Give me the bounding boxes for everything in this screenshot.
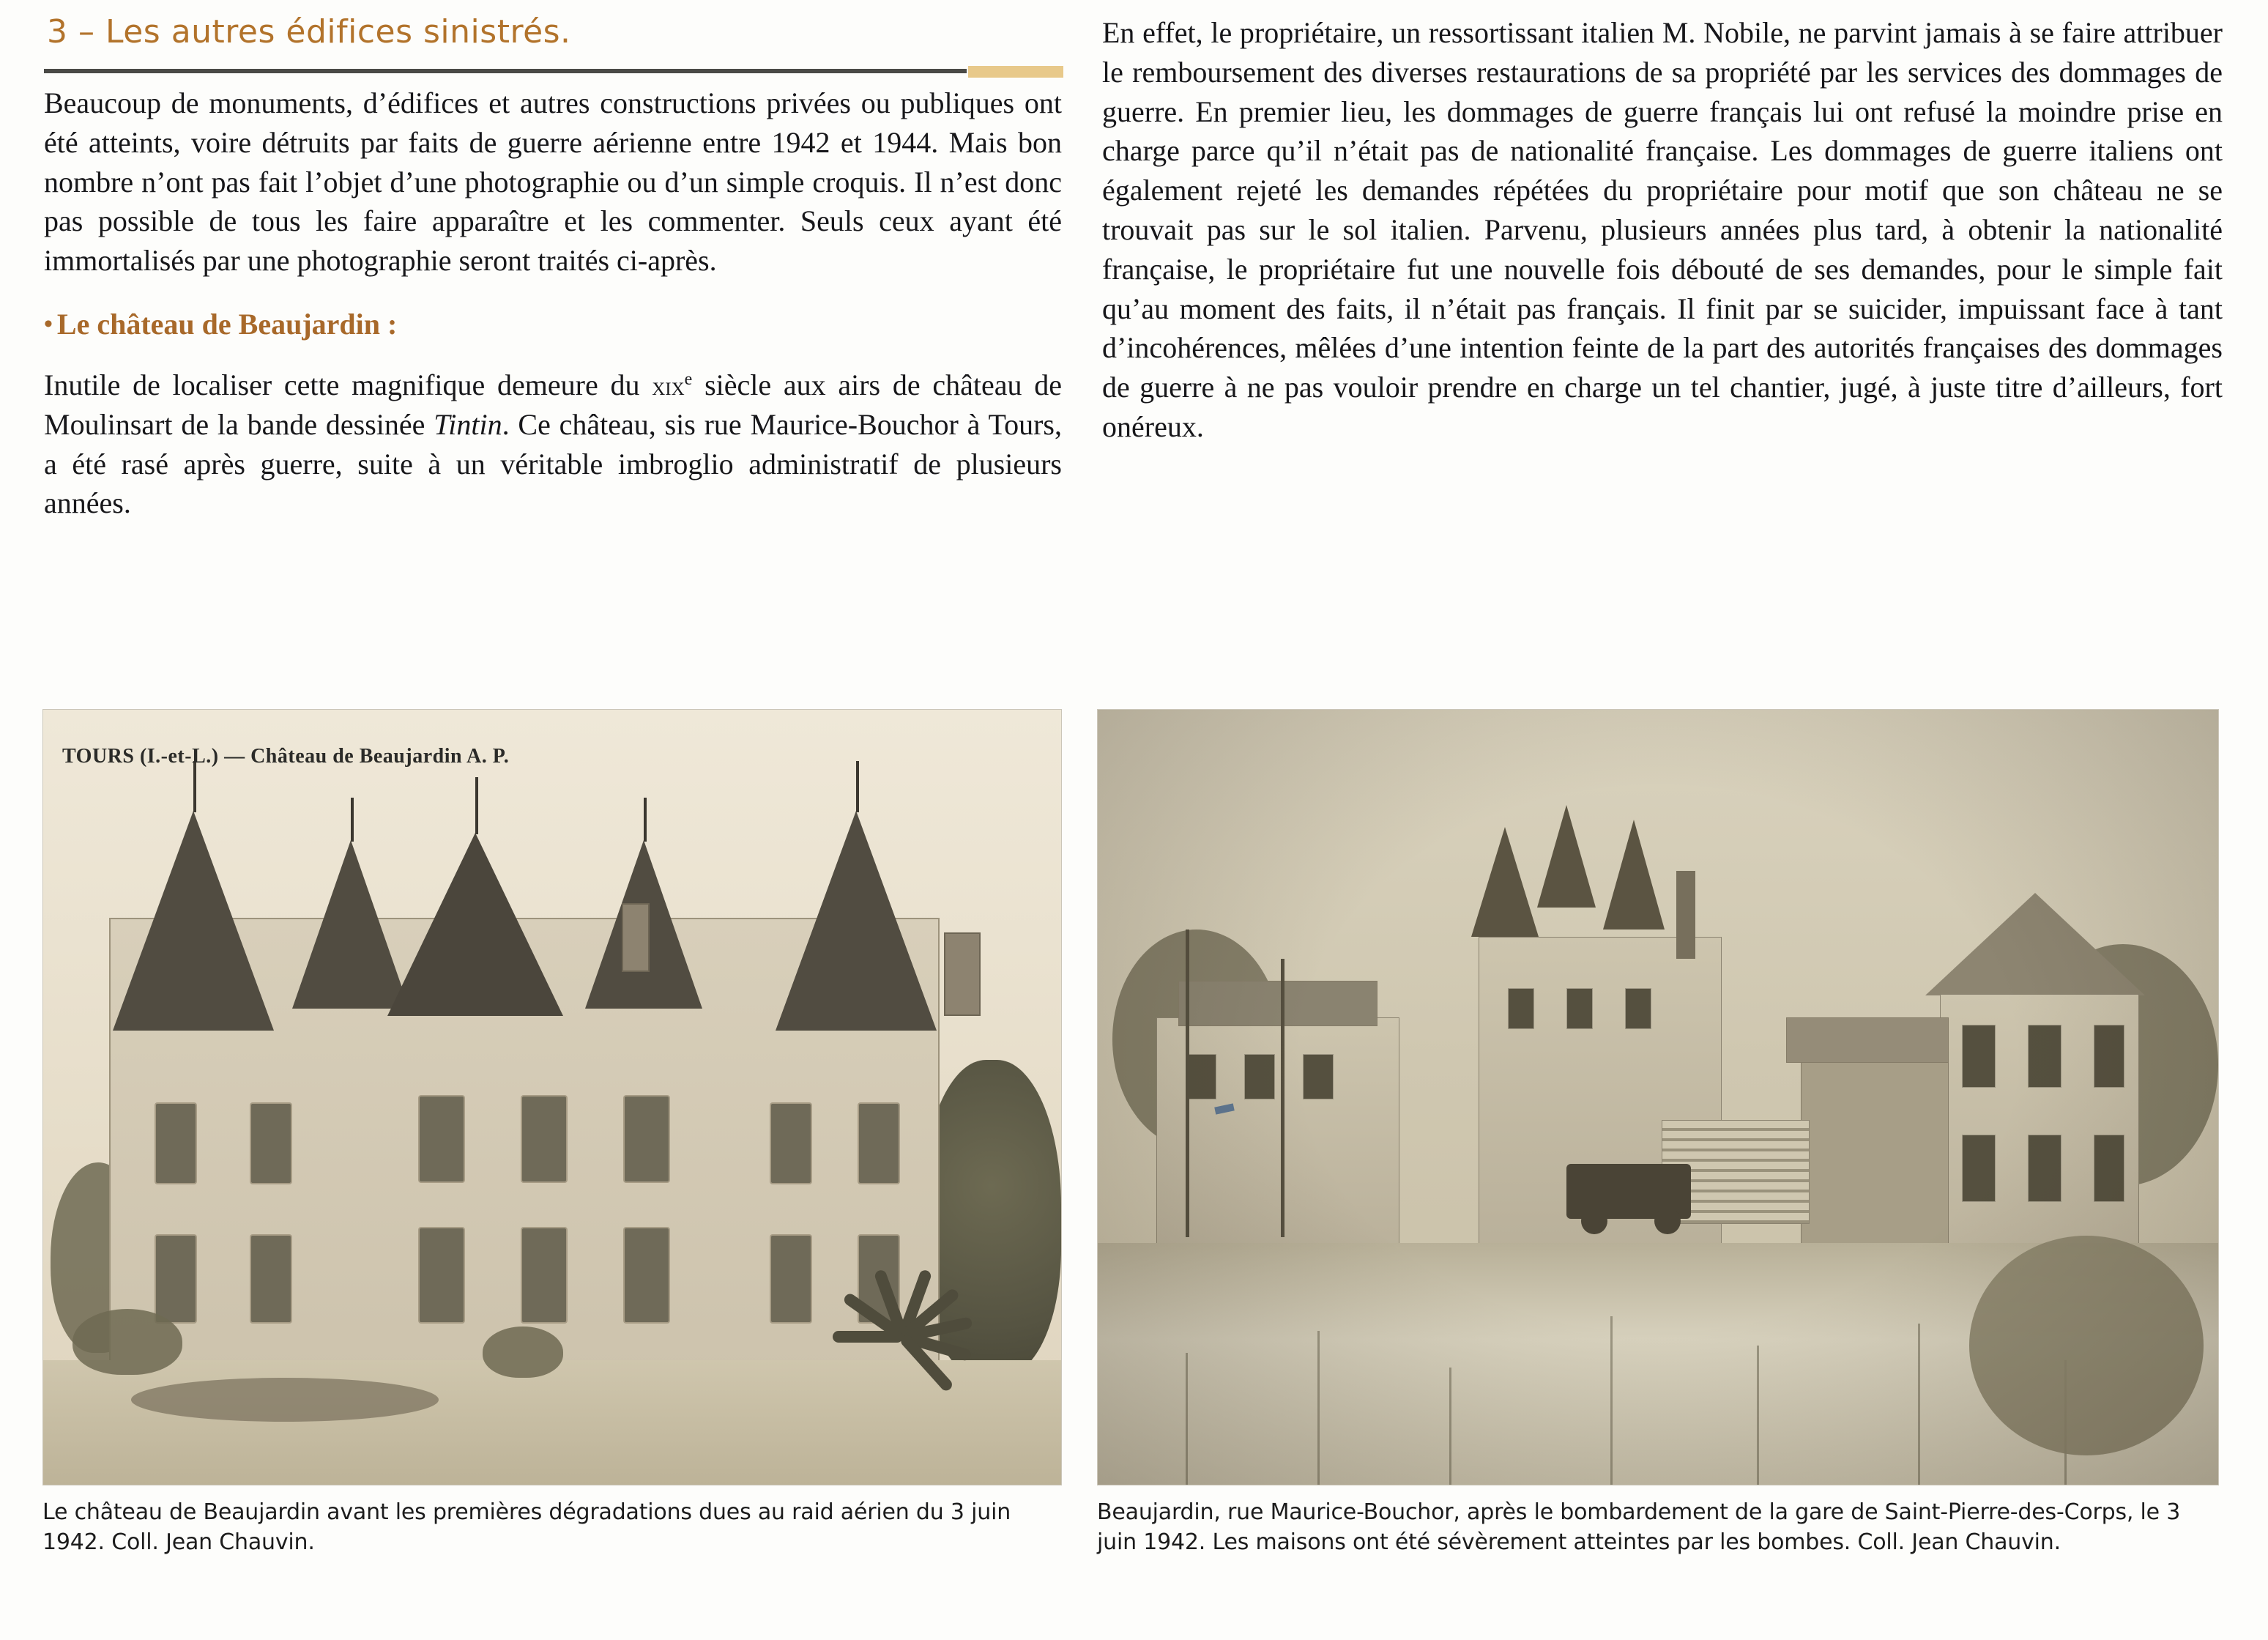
spire <box>351 798 354 842</box>
window <box>155 1234 197 1324</box>
figure-right-caption: Beaujardin, rue Maurice-Bouchor, après le bombardement de la gare de Saint-Pierre-des-Corps, le 3 juin 1942. Les maisons ont été sévèrement atteintes par les bombes. Coll. Jean Chauvin. <box>1097 1499 2181 1556</box>
subheading-label: Le château de Beaujardin : <box>56 307 398 341</box>
heading-rule <box>44 69 967 73</box>
window <box>418 1227 465 1324</box>
postcard-caption-text: TOURS (I.-et-L.) — Château de Beaujardin A. P. <box>62 745 510 768</box>
subheading-chateau-beaujardin <box>44 305 1062 344</box>
lawn-shadow <box>131 1378 439 1422</box>
left-paragraph-1: Beaucoup de monuments, d’édifices et autres constructions privées ou publiques ont été atteints, voire détruits par faits de guerre aérienne entre 1942 et 1944. Mais bon nombre n’ont pas fait l’objet d’une photographie ou d’un simple croquis. Il n’est donc pas possible de tous les faire apparaître et les commenter. Seuls ceux ayant été immortalisés par une photographie seront traités ci-après. <box>44 86 1062 278</box>
spire <box>644 798 647 842</box>
palm-tree <box>841 1287 973 1397</box>
century-superscript: e <box>684 369 693 389</box>
window <box>521 1095 568 1183</box>
tower-roof-right <box>776 811 937 1031</box>
window <box>418 1095 465 1183</box>
spire <box>856 761 859 812</box>
spire <box>193 761 196 812</box>
left-paragraph-2-part1: Inutile de localiser cette magnifique demeure du <box>44 368 652 401</box>
left-paragraph-2-part3: . Ce château, sis rue Maurice-Bouchor à Tours, a été rasé après guerre, suite à un véritable imbroglio administratif de plusieurs années. <box>44 407 1062 520</box>
left-paragraph-2-part2: siècle aux airs de château de Moulinsart de la bande dessinée <box>44 368 1062 441</box>
central-gable-roof <box>387 833 563 1016</box>
window <box>250 1234 292 1324</box>
spire <box>475 777 478 834</box>
right-paragraph-1: En effet, le propriétaire, un ressortissant italien M. Nobile, ne parvint jamais à se faire attribuer le remboursement des diverses restaurations de sa propriété par les services des dommages de guerre. En premier lieu, les dommages de guerre français lui ont refusé la moindre prise en charge parce qu’il n’était pas de nationalité française. Les dommages de guerre italiens ont également rejeté les demandes répétées du propriétaire pour motif que son château ne se trouvait pas sur le sol italien. Parvenu, plusieurs années plus tard, à obtenir la nationalité française, le propriétaire fut une nouvelle fois débouté de ses demandes, pour le simple fait qu’au moment des faits, il n’était pas français. Il finit par se suicider, impuissant face à tant d’incohérences, mêlées d’une intention feinte de la part des autorités françaises des dommages de guerre à ne pas vouloir prendre en charge un tel chantier, jugé, à juste titre d’ailleurs, fort onéreux. <box>1102 16 2223 443</box>
bush-front-left <box>72 1309 182 1375</box>
window <box>770 1234 812 1324</box>
section-heading-block <box>44 13 1062 84</box>
window <box>250 1102 292 1184</box>
chimney <box>622 903 650 972</box>
left-column <box>44 13 1062 548</box>
window <box>521 1227 568 1324</box>
right-column <box>1102 13 2223 447</box>
bush-front-center <box>483 1327 563 1378</box>
figure-left <box>42 709 1060 1558</box>
tower-roof-left <box>113 811 274 1031</box>
figure-left-caption: Le château de Beaujardin avant les premières dégradations dues au raid aérien du 3 juin 1942. Coll. Jean Chauvin. <box>42 1499 1011 1556</box>
left-paragraph-2 <box>44 366 1062 523</box>
figure-right <box>1097 709 2217 1558</box>
chimney <box>944 932 981 1016</box>
window <box>155 1102 197 1184</box>
century-smallcaps: xix <box>652 371 685 401</box>
window <box>623 1227 670 1324</box>
window <box>623 1095 670 1183</box>
photo-vignette <box>1098 710 2218 1485</box>
page-title: 3 – Les autres édifices sinistrés. <box>47 13 571 51</box>
heading-rule-accent <box>968 66 1063 78</box>
window <box>770 1102 812 1184</box>
window <box>858 1102 900 1184</box>
tintin-italic: Tintin <box>434 407 502 441</box>
bullet-dot-icon: • <box>44 310 53 338</box>
photo-beaujardin-after-bombing <box>1097 709 2219 1485</box>
postcard-chateau-beaujardin <box>42 709 1062 1485</box>
